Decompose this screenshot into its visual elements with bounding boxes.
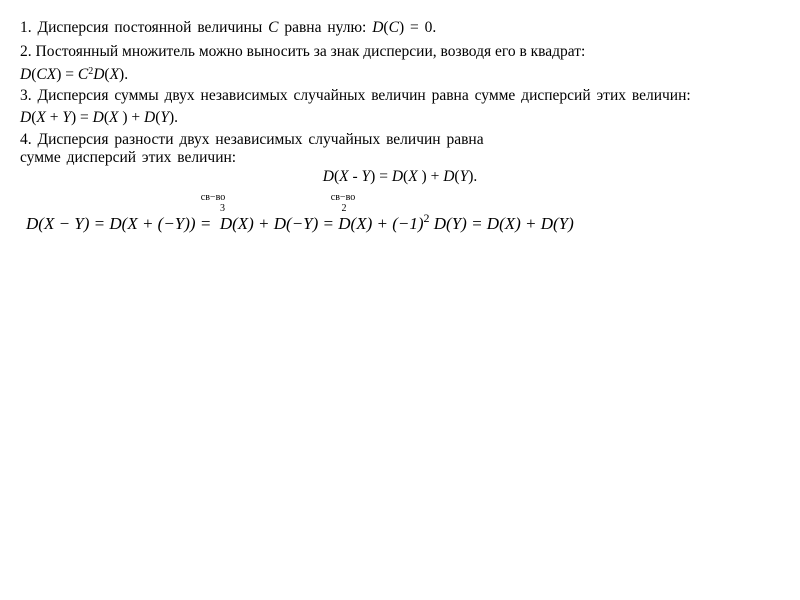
f3-eq: ) = — [70, 109, 93, 126]
f4-y2: Y — [459, 168, 469, 185]
f4-open: ( — [333, 168, 340, 185]
f2-x: X — [109, 66, 120, 83]
derivation-note-2 — [325, 192, 361, 214]
f3-y2: Y — [160, 109, 169, 126]
f2-open2: ( — [104, 66, 110, 83]
property-3 — [20, 86, 691, 106]
property-4-formula — [0, 167, 800, 187]
property-1-text: 1. Дисперсия постоянной величины — [20, 19, 269, 36]
f4-open2: ( — [403, 168, 409, 185]
f4-y: Y — [361, 168, 371, 185]
derivation-part-2: D(X) + D(−Y) = D(X) + (−1) — [219, 214, 424, 233]
f4-close: ). — [468, 168, 478, 185]
property-4-line-1 — [20, 130, 484, 150]
note-1-number: 3 — [220, 203, 225, 214]
f2-open: ( — [31, 66, 37, 83]
property-4-line-2 — [20, 148, 236, 168]
f2-d2: D — [93, 66, 105, 83]
derivation-formula — [26, 213, 574, 235]
f3-d3: D — [144, 109, 156, 126]
note-1-label: св−во — [200, 192, 226, 203]
f3-close: ). — [169, 109, 179, 126]
property-1 — [20, 18, 436, 38]
f3-y: Y — [62, 109, 71, 126]
paren-open: ( — [383, 19, 389, 36]
f3-d: D — [20, 109, 32, 126]
property-2 — [20, 42, 585, 62]
f3-x: X — [36, 109, 46, 126]
note-2-label: св−во — [330, 192, 356, 203]
f4-d: D — [322, 168, 334, 185]
f2-close: ). — [119, 66, 129, 83]
constant-c: C — [268, 19, 279, 36]
property-1-tail: ) = 0. — [398, 19, 437, 36]
f4-plus: ) + — [417, 168, 444, 185]
f3-x2: X — [109, 109, 119, 126]
f3-open2: ( — [103, 109, 109, 126]
derivation-part-1: D(X − Y) = D(X + (−Y)) = — [26, 214, 212, 233]
f2-cx: CX — [36, 66, 57, 83]
property-4-text-2: сумме дисперсий этих величин: — [20, 149, 237, 166]
derivation-note-1 — [195, 192, 231, 214]
derivation-exponent: 2 — [423, 211, 430, 225]
f4-open3: ( — [454, 168, 460, 185]
f3-plus: + — [45, 109, 63, 126]
f4-minus: - — [348, 168, 362, 185]
property-4-text-1: 4. Дисперсия разности двух независимых случайных величин равна — [20, 131, 484, 148]
f2-eq: ) = — [56, 66, 78, 83]
f4-x2: X — [408, 168, 418, 185]
property-2-formula — [20, 65, 128, 85]
f3-plus2: ) + — [118, 109, 144, 126]
f4-d2: D — [391, 168, 404, 185]
f2-sup: 2 — [88, 66, 94, 77]
f4-eq: ) = — [370, 168, 392, 185]
property-2-text: 2. Постоянный множитель можно выносить за знак дисперсии, возводя его в квадрат: — [20, 43, 586, 60]
dispersion-d: D — [372, 19, 384, 36]
property-3-text: 3. Дисперсия суммы двух независимых случайных величин равна сумме дисперсий этих величин: — [20, 87, 691, 104]
f3-open: ( — [31, 109, 37, 126]
note-2-number: 2 — [341, 203, 347, 214]
f3-open3: ( — [155, 109, 161, 126]
f2-d: D — [20, 66, 32, 83]
f4-x: X — [339, 168, 349, 185]
constant-c-arg: C — [388, 19, 399, 36]
f4-d3: D — [443, 168, 455, 185]
derivation-part-3: D(Y) = D(X) + D(Y) — [429, 214, 574, 233]
property-3-formula — [20, 108, 178, 128]
f2-c: C — [77, 66, 89, 83]
f3-d2: D — [92, 109, 104, 126]
property-1-mid: равна нулю: — [278, 19, 373, 36]
